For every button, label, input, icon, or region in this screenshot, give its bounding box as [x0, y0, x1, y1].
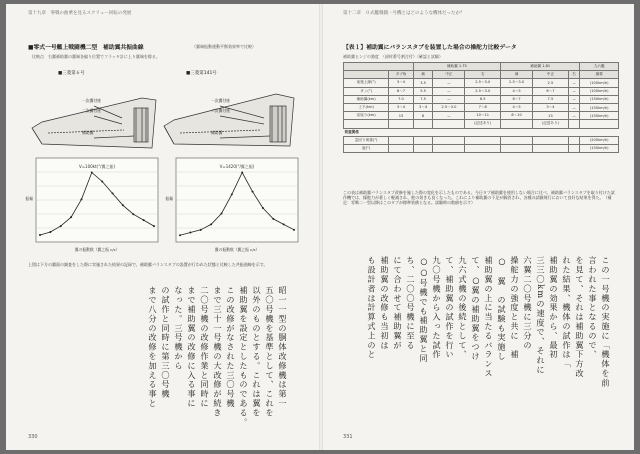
data-point [272, 218, 274, 220]
table-cell: (150km/h) [580, 112, 619, 120]
callout-1: 一次翼付座 [82, 98, 101, 103]
table-cell: (200km/h) [580, 136, 619, 144]
wing-label-141: ■三菱第141号 [186, 71, 217, 76]
table-cell: 4〜5 [501, 103, 533, 111]
table-cell [433, 120, 465, 128]
table-cell: 補助翼(km) [344, 95, 389, 103]
table-cell [580, 120, 619, 128]
callout-4: 一次翼付座 [211, 98, 230, 103]
table-row [344, 103, 619, 111]
table-cell: 宙返り(km) [344, 112, 389, 120]
left-column-text [146, 286, 289, 432]
right-column-line: にて合わせて補助翼が [393, 256, 403, 350]
table-group-header: 九六艦 [580, 63, 619, 71]
subtable-body [344, 136, 619, 152]
table-cell: 6.5 [465, 95, 501, 103]
table-cell: — [433, 112, 465, 120]
table-cell: — [568, 87, 580, 95]
chart-title: V=1420(°/翼之振) [219, 164, 255, 169]
chart-title: V=100kt(°/翼之振) [78, 164, 116, 169]
left-page [6, 4, 319, 450]
table-cell: 旋(°) [344, 144, 389, 152]
table-cell: 3〜4 [389, 103, 413, 111]
table-cell [433, 136, 465, 144]
book-spread [6, 4, 634, 450]
table-title: 【表１】補助翼にバランスタブを装置した場合の操舵力比較データ [343, 45, 517, 51]
table-cell [413, 136, 433, 144]
data-point [143, 219, 145, 221]
table-cell [568, 144, 580, 152]
table-row [344, 136, 619, 144]
table-cell: (100km/h) [580, 87, 619, 95]
y-axis-label: 振幅 [165, 196, 173, 201]
callout-5: 二次翼付座 [211, 108, 230, 113]
data-point [210, 223, 212, 225]
table-cell: 8〜10 [501, 112, 533, 120]
x-axis-label: 翼の振動数（翼之振 c/s） [214, 247, 260, 252]
table-cell [389, 120, 413, 128]
table-cell: 上下(km) [344, 103, 389, 111]
table-cell: 13 [533, 112, 569, 120]
table-header-cell: 右 [568, 71, 580, 79]
running-head: 第十二章 ０式艦戦闘一号機とはどのような機体だったか？ [343, 11, 465, 16]
table-cell: 5.5 [413, 87, 433, 95]
table-cell [501, 144, 533, 152]
table-cell: (100km/h) [580, 79, 619, 87]
right-column-line: を見て、それは補助翼下方改 [575, 256, 585, 379]
table-cell: 7〜8 [465, 103, 501, 111]
right-column-line: ○ 翼 の試験も実施し [497, 256, 507, 362]
table-header-cell: タブ角 [389, 71, 413, 79]
callout-3: 補助翼 [82, 130, 94, 135]
data-point [70, 216, 72, 218]
right-column-line: 補助翼の改修も当初は [380, 256, 390, 350]
right-column-line: 九〇号機から入った試作 [432, 256, 442, 360]
data-point [39, 234, 41, 236]
table-cell: — [433, 95, 465, 103]
left-column-line: まで三十一号機の大改修が続き [213, 286, 223, 418]
data-point [262, 207, 264, 209]
table-header-cell: 右 [465, 71, 501, 79]
table-cell [389, 144, 413, 152]
table-row [344, 79, 619, 87]
table-cell [501, 136, 533, 144]
table-cell: — [433, 87, 465, 95]
section-title: ■零式一号艦上戦闘機二型 補助翼共振曲線 [28, 45, 144, 51]
right-column-line: 補助翼の効果から、最初 [549, 256, 559, 360]
table-cell [568, 120, 580, 128]
data-point [153, 225, 155, 227]
table-cell [568, 136, 580, 144]
table-cell: 2.5〜3.0 [433, 103, 465, 111]
right-column-line: 操舵力の強度と共に 補 [510, 256, 520, 360]
left-column-line: 補助翼を設定としたものである。 [239, 286, 249, 427]
table-cell: — [568, 112, 580, 120]
table-cell: 4〜5 [501, 87, 533, 95]
data-point [49, 231, 51, 233]
right-column-line: ち、二〇〇号機に至る [406, 256, 416, 350]
data-point [189, 232, 191, 234]
table-header-cell [344, 63, 414, 71]
wing-label-6: ■三菱第６号 [58, 71, 85, 76]
resonance-chart-1 [25, 158, 158, 252]
table-cell: 急回り荷重(°) [344, 136, 389, 144]
table-cell: (記述あり) [465, 120, 501, 128]
y-axis-label: 振幅 [25, 196, 33, 201]
callout-2: 二次翼付座 [82, 108, 101, 113]
right-column-line: れた結果、機体の試作は「 [562, 256, 572, 369]
table-cell [465, 136, 501, 144]
right-page [323, 4, 634, 450]
table-cell [465, 144, 501, 152]
table-cell: 2.5〜3.0 [465, 87, 501, 95]
data-point [220, 212, 222, 214]
table-header-cell: 補 [501, 71, 533, 79]
table-cell: — [568, 95, 580, 103]
data-point [179, 234, 181, 236]
table-row [344, 144, 619, 152]
data-point [122, 204, 124, 206]
table-cell: 2.5〜3.0 [465, 79, 501, 87]
table-cell: 前後上線(°) [344, 79, 389, 87]
table-cell: 6〜7 [389, 87, 413, 95]
table-cell: 3〜4 [413, 103, 433, 111]
page-number-right: 331 [343, 434, 353, 440]
table-cell: 7.5 [533, 95, 569, 103]
figure-note: 比較点 右翼補助翼の翼端各偏り位置でフラッタ計に上り翼端を除る。 [32, 54, 160, 59]
right-column-text [365, 256, 612, 432]
left-column-line: 二〇号機の改修作業と同時に [200, 286, 210, 409]
data-point [101, 180, 103, 182]
table-row [344, 120, 619, 128]
table-cell: 8 [413, 112, 433, 120]
table-header-cell [344, 71, 389, 79]
wing-drawing-6 [32, 98, 156, 148]
table-cell [501, 120, 533, 128]
left-column-line: なった。三号機から [174, 286, 184, 371]
table-header-cell: 補 [413, 71, 433, 79]
resonance-chart-2 [165, 158, 298, 252]
left-column-line: まで補助翼の改修に入る事に [187, 286, 197, 409]
table-cell: 3〜4 [533, 103, 569, 111]
table-header-cell: 摘要 [580, 71, 619, 79]
table-cell [533, 144, 569, 152]
table-subtitle: 補助翼ヒンジの強度 （部材番号割合付）（確認と試験） [343, 54, 443, 59]
left-column-line: 以外のものとする。これは翼を [252, 286, 262, 418]
data-point [91, 172, 93, 174]
right-column-line: 九六式機の後続として、 [458, 256, 468, 360]
left-column-line: この改修がなされた三〇号機 [226, 286, 236, 409]
table-group-header: 補助翼 1.75 [413, 63, 500, 71]
table-group-row [344, 63, 619, 71]
right-column-line: 補助翼の上に当たるバランス [484, 256, 494, 379]
data-point [80, 198, 82, 200]
left-column-line: の試作と同時に第三〇号機 [161, 286, 171, 399]
table-cell: — [568, 79, 580, 87]
table-cell [433, 144, 465, 152]
table-cell: — [433, 79, 465, 87]
section-note: （翼端振動運動平衡効果率で比較） [192, 44, 256, 49]
data-point [241, 172, 243, 174]
right-column-line: も設計者は計算式上のと [367, 256, 377, 360]
table-cell: (記述あり) [533, 120, 569, 128]
table-cell [344, 120, 389, 128]
right-column-line: 言われた事となるので、 [588, 256, 598, 360]
table-row [344, 112, 619, 120]
left-column-line: 昭一一型の胴体改修機は第一 [278, 286, 288, 409]
table-cell: (150km/h) [580, 95, 619, 103]
subtable-heading: 荷重関係 [344, 128, 619, 136]
subtable-heading-row [344, 128, 619, 136]
left-column-line: まで八分の改修を加える事と [148, 286, 158, 409]
table-cell: 3.5 [413, 79, 433, 87]
data-point [293, 229, 295, 231]
table-group-header: 補助翼 1.81 [501, 63, 580, 71]
table-cell: (150km/h) [580, 144, 619, 152]
table-cell: 15 [389, 112, 413, 120]
table-header-cell: 中正 [433, 71, 465, 79]
table-cell: (150km/h) [580, 103, 619, 111]
data-point [132, 213, 134, 215]
data-point [112, 192, 114, 194]
table-row [344, 95, 619, 103]
table-cell: 10〜11 [465, 112, 501, 120]
right-column-line: て、○翼の補助翼をつけ [471, 256, 481, 362]
right-column-line: この一号機の実施に「機体を前 [601, 256, 611, 388]
table-cell [413, 144, 433, 152]
wing-drawings [24, 78, 306, 156]
left-column-line: 五〇号機を基準として、これを [265, 286, 275, 418]
table-cell: — [568, 103, 580, 111]
running-head: 第十九章 零戦の曲乗を見るスクリュー回転の発展 [28, 11, 132, 16]
table-cell [389, 136, 413, 144]
table-row [344, 87, 619, 95]
callout-6: 補助翼 [211, 130, 223, 135]
x-axis-label: 翼の振動数（翼之振 c/s） [74, 247, 120, 252]
table-cell: 6〜7 [501, 95, 533, 103]
table-cell [533, 136, 569, 144]
table-cell: タン(°) [344, 87, 389, 95]
right-column-line: て、補助翼の試作を行い [445, 256, 455, 360]
table-header-row [344, 71, 619, 79]
table-cell: 7.0 [389, 95, 413, 103]
table-body [344, 79, 619, 128]
right-column-line: 三三〇kmの速度で、それに [536, 256, 546, 375]
table-header-cell: 中正 [533, 71, 569, 79]
data-point [231, 193, 233, 195]
data-point [283, 223, 285, 225]
right-column-line: ○○号機でも補助翼と同 [419, 256, 429, 363]
data-point [60, 225, 62, 227]
aileron-table [343, 62, 619, 153]
table-cell: 7.5 [413, 95, 433, 103]
table-cell [413, 120, 433, 128]
right-column-line: 六翼二〇号機に三分の [523, 256, 533, 350]
data-point [200, 229, 202, 231]
chart-caption: 上図は下方の翼面の調査をした際に実施された結果の記録で、補助翼バランスタブの設置が行われた状態と比較した共振曲線を示す。 [28, 262, 268, 267]
table-cell: 3〜4 [389, 79, 413, 87]
page-number-left: 330 [28, 434, 38, 440]
explanation-paragraph: この表は補助翼バランスタブ改修を施した際の変化を示したものである。今日タブ補助翼を使用しない場合に比べ、補助翼バランスタブを取り付けた試作機では、操舵力が著しく軽減され、舵の効きも良くなった。これにより補助翼の不足が解消され、各種の試験飛行において良好な結果を得た。（補足：零戦二一型以降はこのタブが標準装備となる。試験時の数値を示す） [343, 190, 615, 206]
table-cell: 6〜7 [533, 87, 569, 95]
table-cell: 2.5 [533, 79, 569, 87]
data-point [252, 191, 254, 193]
resonance-charts [25, 154, 298, 258]
table-cell: 2.5〜3.0 [501, 79, 533, 87]
